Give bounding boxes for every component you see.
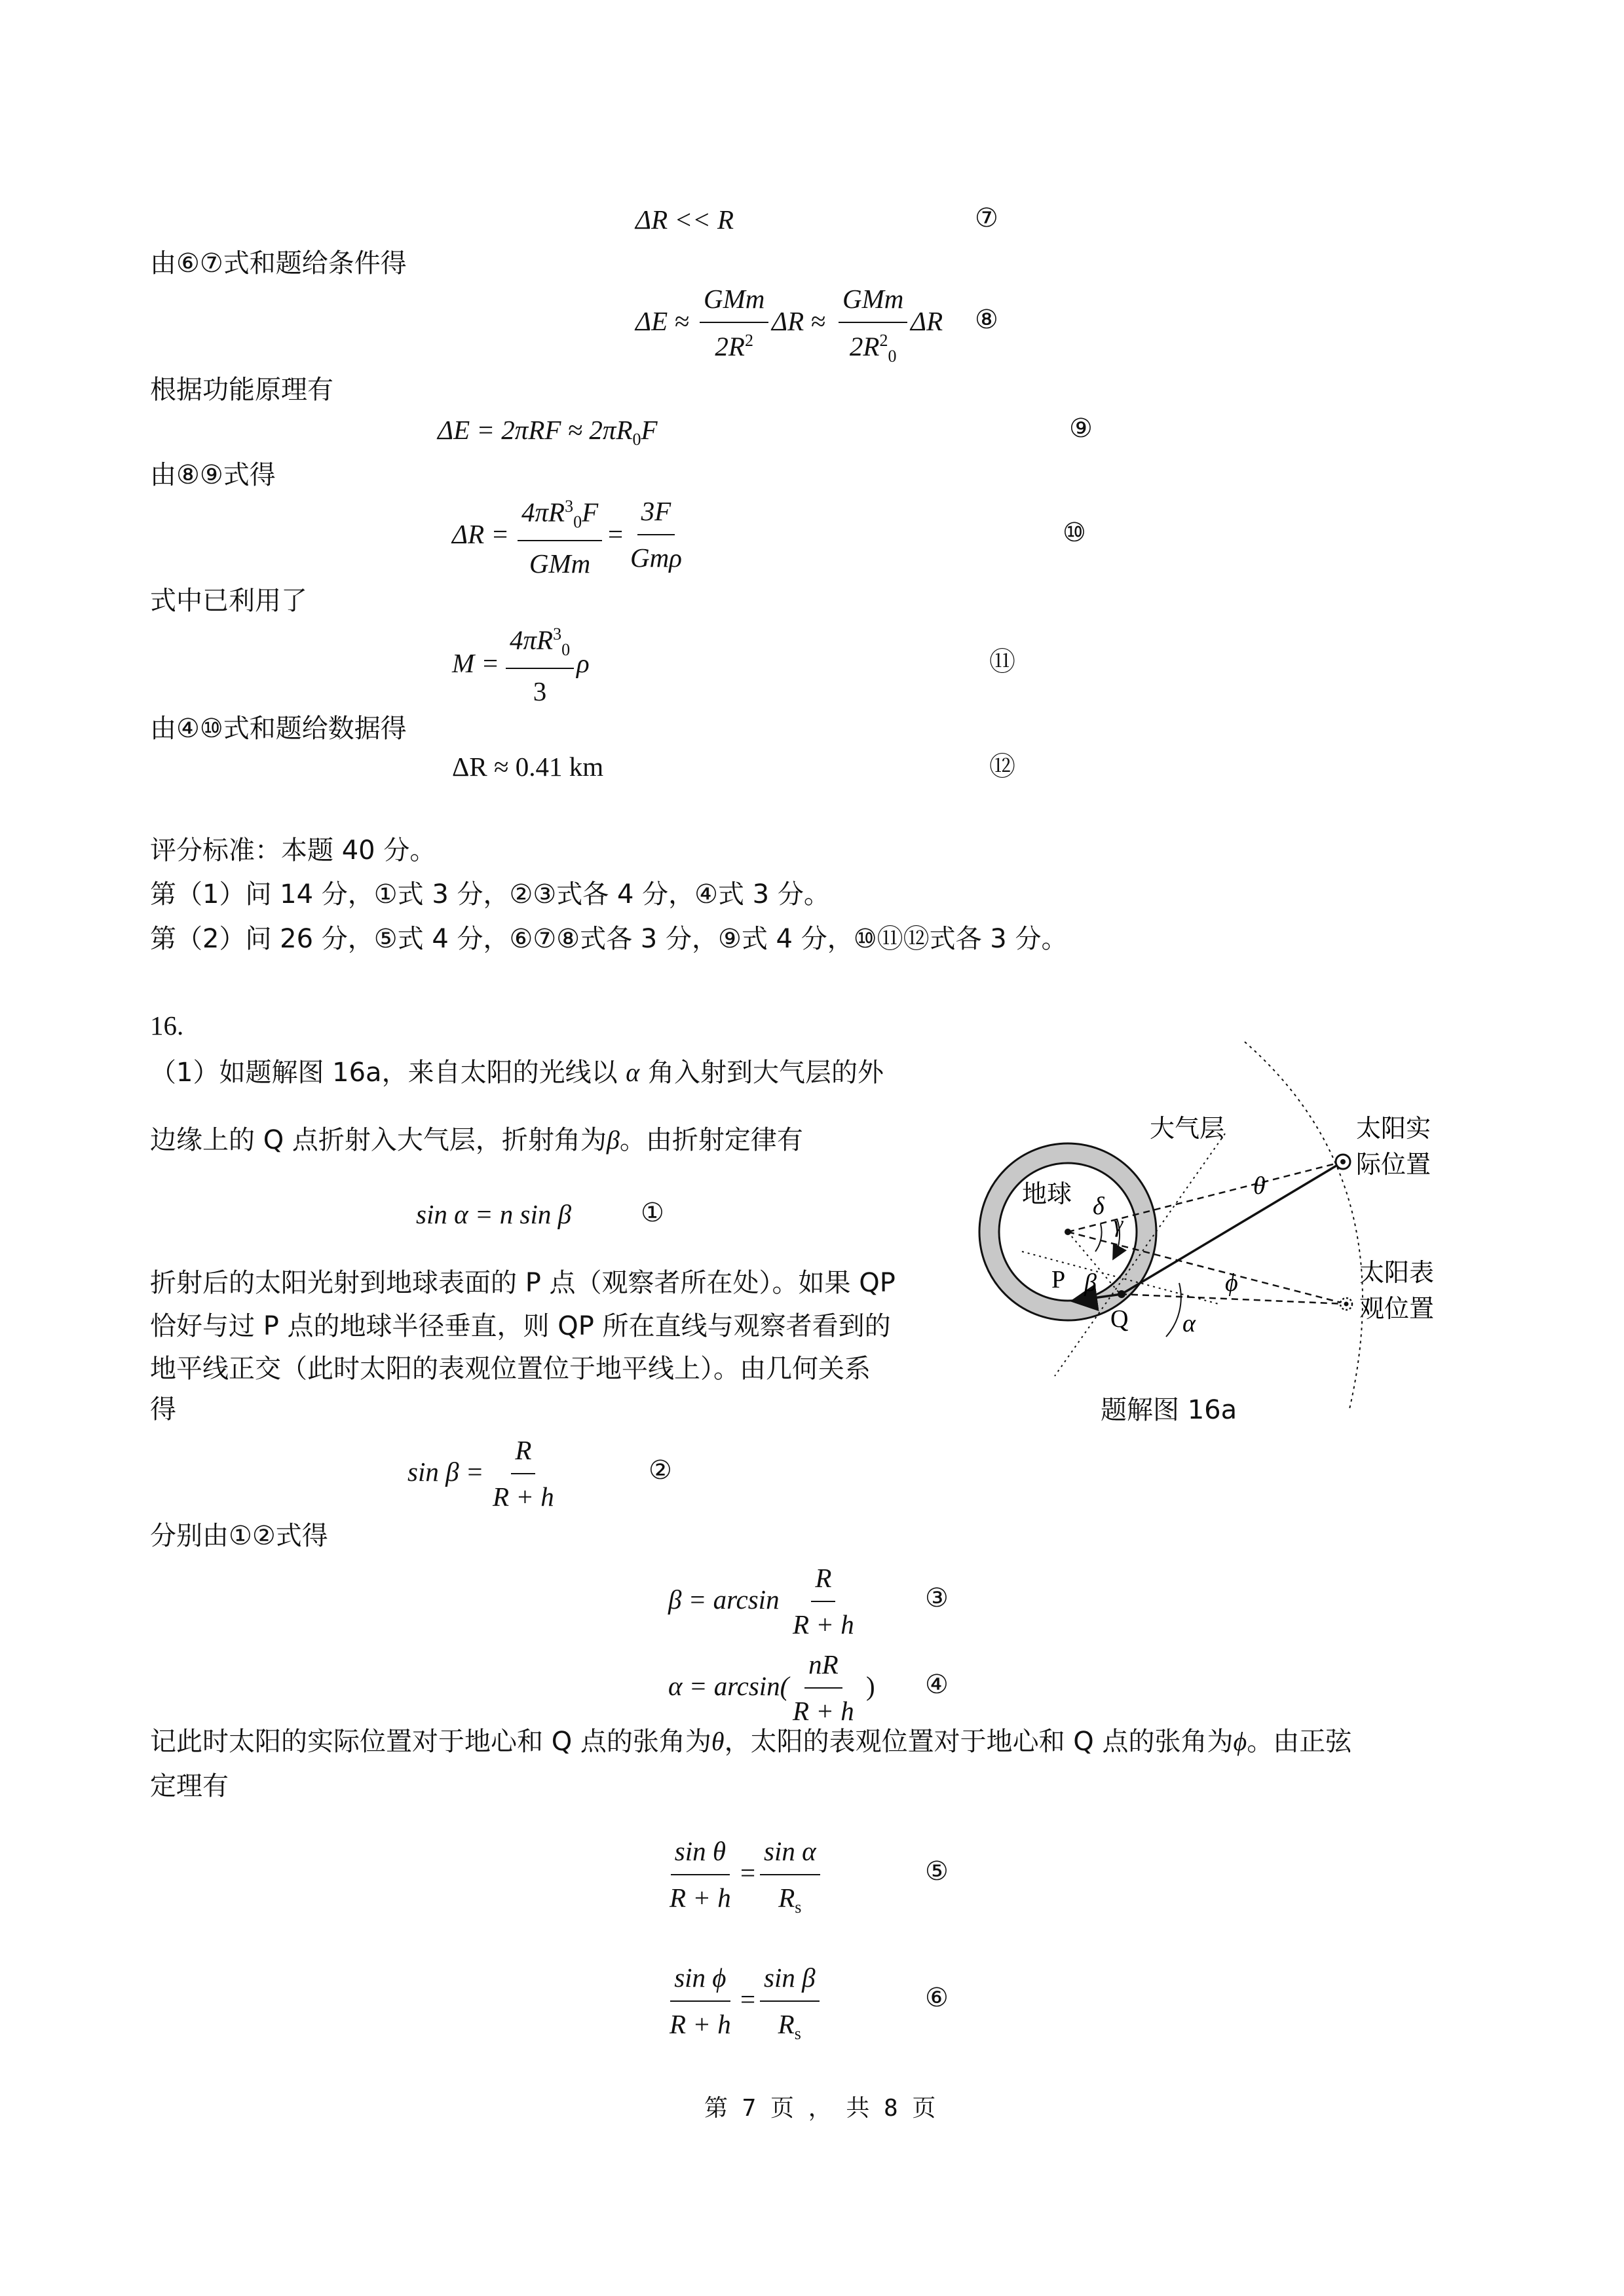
- grading-line-1: 第（1）问 14 分，①式 3 分，②③式各 4 分，④式 3 分。: [150, 879, 830, 909]
- equation-number-11: ⑪: [989, 647, 1015, 677]
- equation-q6-fraction-2: $\frac{\text{sin β}}{R_s}$: [760, 1964, 820, 2042]
- equation-9: $\Delta E = 2\pi RF \approx 2\pi R_0F$: [438, 415, 658, 450]
- equation-number-10: ⑩: [1063, 518, 1086, 548]
- label-p: P: [1051, 1266, 1066, 1293]
- figure-16a: [943, 1035, 1481, 1442]
- q1-line-9: 定理有: [150, 1771, 229, 1801]
- equation-number-q3: ③: [925, 1583, 949, 1613]
- equation-q3-lhs: β = arcsin: [668, 1584, 780, 1615]
- equation-8-fraction-2: GMm $2R^2_0$: [839, 286, 907, 365]
- label-phi: ϕ: [1225, 1269, 1238, 1297]
- paragraph-4: 式中已利用了: [150, 586, 307, 616]
- equation-q6-eq: =: [740, 1984, 756, 2014]
- label-q: Q: [1110, 1305, 1129, 1333]
- actual-sun-center: [1340, 1159, 1346, 1164]
- q1-line-2: 边缘上的 Q 点折射入大气层，折射角为β。由折射定律有: [150, 1125, 803, 1155]
- q1-line-5: 地平线正交（此时太阳的表观位置位于地平线上）。由几何关系: [150, 1354, 871, 1384]
- equation-11-lhs: M =: [452, 648, 500, 678]
- page-footer: 第 7 页 ， 共 8 页: [704, 2095, 936, 2122]
- equation-number-8: ⑧: [975, 305, 998, 335]
- grading-line-2: 第（2）问 26 分，⑤式 4 分，⑥⑦⑧式各 3 分，⑨式 4 分，⑩⑪⑫式各 3 分。: [150, 924, 1068, 954]
- equation-8-fraction-1: GMm $2R^2$: [700, 286, 768, 360]
- equation-10-eq: =: [608, 519, 624, 549]
- label-beta: β: [1084, 1269, 1097, 1297]
- angle-arc-alpha: [1166, 1283, 1181, 1337]
- label-sun-apparent-1: 太阳表: [1359, 1258, 1435, 1287]
- equation-number-q5: ⑤: [925, 1856, 949, 1886]
- equation-8-lhs: ΔE ≈: [635, 306, 689, 336]
- sun-distance-arc: [1245, 1042, 1363, 1409]
- equation-11-rhs: ρ: [576, 648, 590, 678]
- question-number: 16.: [150, 1010, 184, 1041]
- equation-q4-lhs: α = arcsin(: [668, 1671, 789, 1701]
- equation-8-mid: ΔR ≈: [772, 306, 825, 336]
- grading-title: 评分标准：本题 40 分。: [150, 835, 436, 866]
- label-earth: 地球: [1022, 1179, 1072, 1208]
- equation-12: ΔR ≈ 0.41 km: [452, 752, 604, 782]
- equation-q5-fraction-1: $\frac{\text{sin θ}}{R + h}$: [670, 1836, 731, 1913]
- paragraph-5: 由④⑩式和题给数据得: [150, 714, 407, 744]
- equation-7: ΔR << R: [635, 204, 734, 235]
- equation-number-q2: ②: [649, 1455, 672, 1485]
- equation-q1: sin α = n sin β: [416, 1199, 572, 1229]
- label-sun-apparent-2: 观位置: [1359, 1294, 1435, 1323]
- equation-q3-fraction: $\frac{R}{R + h}$: [793, 1563, 854, 1639]
- equation-10-lhs: ΔR =: [452, 519, 510, 549]
- label-sun-actual-1: 太阳实: [1356, 1114, 1431, 1143]
- equation-11-fraction: $\frac{4\pi R^3_0}{3}$: [506, 626, 574, 705]
- equation-q5-fraction-2: $\frac{\text{sin α}}{R_s}$: [760, 1838, 820, 1916]
- equation-number-q4: ④: [925, 1670, 949, 1700]
- equation-q5-eq: =: [740, 1858, 756, 1888]
- q1-line-6: 得: [150, 1394, 176, 1425]
- equation-q4-rhs: ): [866, 1671, 875, 1701]
- equation-number-9: ⑨: [1069, 413, 1093, 444]
- q1-line-7: 分别由①②式得: [150, 1521, 328, 1551]
- equation-q2-fraction: $\frac{R}{R + h}$: [493, 1435, 554, 1512]
- earth-center-dot: [1065, 1229, 1071, 1235]
- equation-8-rhs: ΔR: [911, 306, 943, 336]
- equation-q2-lhs: sin β =: [407, 1457, 484, 1487]
- paragraph-2: 根据功能原理有: [150, 375, 333, 405]
- paragraph-3: 由⑧⑨式得: [150, 460, 276, 490]
- q1-line-3: 折射后的太阳光射到地球表面的 P 点（观察者所在处）。如果 QP: [150, 1268, 896, 1298]
- figure-caption: 题解图 16a: [1101, 1395, 1237, 1425]
- equation-number-12: ⑫: [989, 752, 1015, 782]
- label-alpha: α: [1182, 1310, 1196, 1337]
- label-delta: δ: [1093, 1193, 1105, 1220]
- equation-number-7: ⑦: [975, 203, 998, 233]
- equation-10-fraction-1: $4\pi R^3_0F$ GMm: [518, 498, 602, 577]
- equation-q6-fraction-1: $\frac{\text{sin ϕ}}{R + h}$: [670, 1962, 731, 2039]
- q1-line-8: 记此时太阳的实际位置对于地心和 Q 点的张角为θ，太阳的表观位置对于地心和 Q 点的张角为ϕ。由正弦: [150, 1727, 1352, 1757]
- label-atmosphere: 大气层: [1150, 1114, 1225, 1143]
- q1-line-4: 恰好与过 P 点的地球半径垂直，则 QP 所在直线与观察者看到的: [150, 1311, 891, 1341]
- paragraph-1: 由⑥⑦式和题给条件得: [150, 248, 407, 278]
- point-q-dot: [1118, 1290, 1125, 1298]
- q1-line-1: （1）如题解图 16a，来自太阳的光线以 α 角入射到大气层的外: [150, 1058, 884, 1088]
- equation-10-fraction-2: 3F Gmρ: [630, 496, 682, 573]
- apparent-sun-center: [1344, 1302, 1349, 1307]
- label-gamma: γ: [1114, 1211, 1124, 1237]
- equation-number-q1: ①: [641, 1198, 664, 1228]
- equation-q4-fraction: $\frac{nR}{R + h}$: [793, 1649, 854, 1726]
- equation-number-q6: ⑥: [925, 1983, 949, 2013]
- label-theta: θ: [1253, 1172, 1266, 1200]
- label-sun-actual-2: 际位置: [1356, 1150, 1431, 1179]
